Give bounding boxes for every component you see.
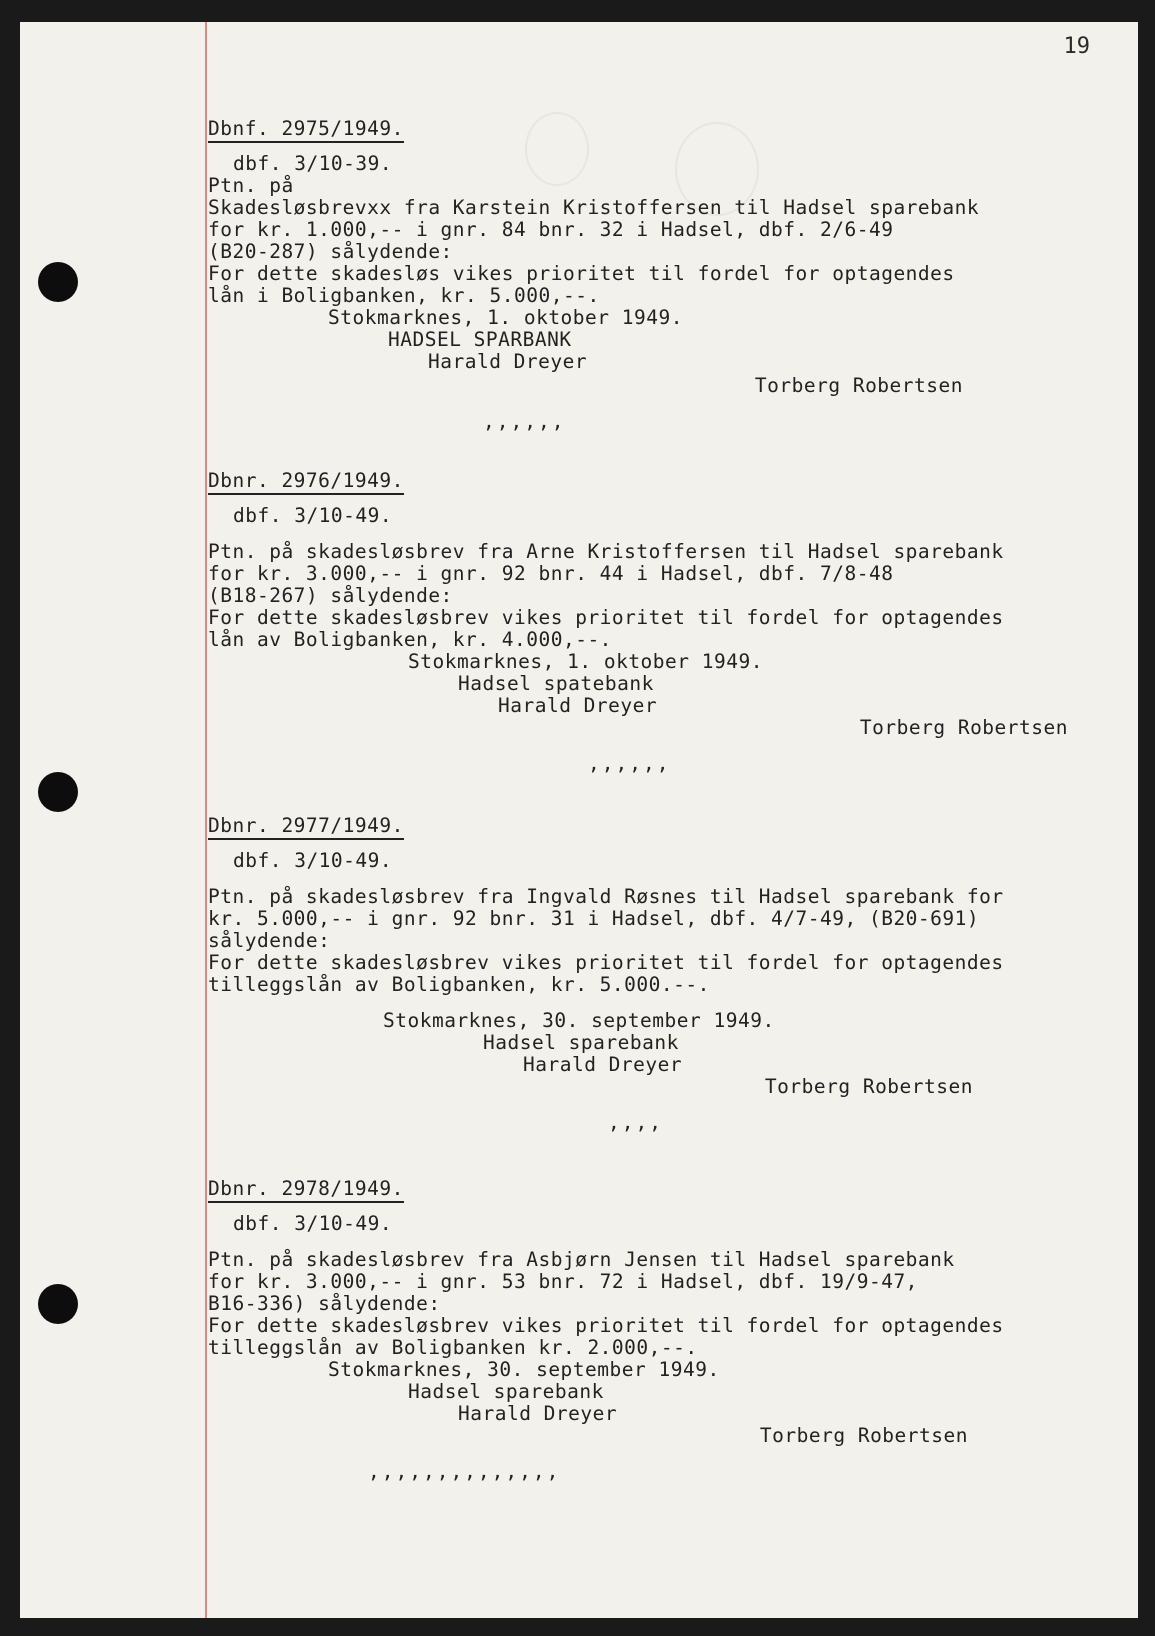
register-entry (208, 117, 1098, 433)
entry-line: for kr. 3.000,-- i gnr. 92 bnr. 44 i Hadsel, dbf. 7/8-48 (208, 562, 894, 585)
entry-heading: Dbnr. 2976/1949. (208, 469, 404, 495)
entry-line: Skadesløsbrevxx fra Karstein Kristoffersen til Hadsel sparebank (208, 196, 980, 219)
entry-closing-marks: ,,,,,, (588, 752, 671, 775)
punch-hole (38, 262, 78, 302)
entry-bank-person: Harald Dreyer (458, 1402, 618, 1425)
register-entry (208, 469, 1098, 775)
entry-line: sålydende: (208, 929, 331, 952)
entry-bank: Hadsel sparebank (483, 1031, 679, 1054)
entry-closing-marks: ,,,, (608, 1111, 663, 1134)
entry-line: B16-336) sålydende: (208, 1292, 441, 1315)
entry-signer: Torberg Robertsen (764, 1075, 973, 1098)
entry-bank-person: Harald Dreyer (498, 694, 658, 717)
entry-line: lån av Boligbanken, kr. 4.000,--. (208, 628, 612, 651)
entry-line: kr. 5.000,-- i gnr. 92 bnr. 31 i Hadsel, dbf. 4/7-49, (B20-691) (208, 907, 980, 930)
entry-signer: Torberg Robertsen (759, 1424, 968, 1447)
entry-line: Ptn. på (208, 174, 294, 197)
entry-closing-marks: ,,,,,,,,,,,,,, (368, 1460, 561, 1483)
entry-place-date: Stokmarknes, 1. oktober 1949. (408, 650, 763, 673)
entry-signer: Torberg Robertsen (859, 716, 1068, 739)
entry-line: for kr. 3.000,-- i gnr. 53 bnr. 72 i Hadsel, dbf. 19/9-47, (208, 1270, 918, 1293)
entry-line: for kr. 1.000,-- i gnr. 84 bnr. 32 i Hadsel, dbf. 2/6-49 (208, 218, 894, 241)
entry-line: tilleggslån av Boligbanken kr. 2.000,--. (208, 1336, 698, 1359)
entry-line: For dette skadesløs vikes prioritet til fordel for optagendes (208, 262, 955, 285)
entry-heading: Dbnr. 2978/1949. (208, 1177, 404, 1203)
margin-rule (205, 22, 207, 1618)
entry-line: Ptn. på skadesløsbrev fra Arne Kristoffersen til Hadsel sparebank (208, 540, 1004, 563)
register-entry (208, 1177, 1098, 1483)
entry-line: tilleggslån av Boligbanken, kr. 5.000.--. (208, 973, 710, 996)
entry-line: Ptn. på skadesløsbrev fra Ingvald Røsnes til Hadsel sparebank for (208, 885, 1004, 908)
entry-bank: Hadsel spatebank (458, 672, 654, 695)
entry-heading: Dbnf. 2975/1949. (208, 117, 404, 143)
entry-date: dbf. 3/10-49. (233, 504, 393, 527)
register-entry (208, 814, 1098, 1134)
entry-line: (B18-267) sålydende: (208, 584, 453, 607)
entry-date: dbf. 3/10-39. (233, 152, 393, 175)
entry-place-date: Stokmarknes, 30. september 1949. (328, 1358, 720, 1381)
entry-bank: HADSEL SPARBANK (388, 328, 572, 351)
punch-hole (38, 1284, 78, 1324)
entry-date: dbf. 3/10-49. (233, 849, 393, 872)
entry-heading: Dbnr. 2977/1949. (208, 814, 404, 840)
entry-date: dbf. 3/10-49. (233, 1212, 393, 1235)
entry-place-date: Stokmarknes, 30. september 1949. (383, 1009, 775, 1032)
entry-bank-person: Harald Dreyer (428, 350, 588, 373)
entry-bank: Hadsel sparebank (408, 1380, 604, 1403)
entry-line: For dette skadesløsbrev vikes prioritet til fordel for optagendes (208, 1314, 1004, 1337)
entry-signer: Torberg Robertsen (754, 374, 963, 397)
entry-line: lån i Boligbanken, kr. 5.000,--. (208, 284, 600, 307)
punch-hole (38, 772, 78, 812)
entry-line: For dette skadesløsbrev vikes prioritet til fordel for optagendes (208, 951, 1004, 974)
page-number: 19 (1063, 34, 1090, 59)
entry-line: Ptn. på skadesløsbrev fra Asbjørn Jensen til Hadsel sparebank (208, 1248, 955, 1271)
document-page (20, 22, 1138, 1618)
entry-line: For dette skadesløsbrev vikes prioritet til fordel for optagendes (208, 606, 1004, 629)
entry-place-date: Stokmarknes, 1. oktober 1949. (328, 306, 683, 329)
entry-bank-person: Harald Dreyer (523, 1053, 683, 1076)
entry-closing-marks: ,,,,,, (483, 410, 566, 433)
entry-line: (B20-287) sålydende: (208, 240, 453, 263)
